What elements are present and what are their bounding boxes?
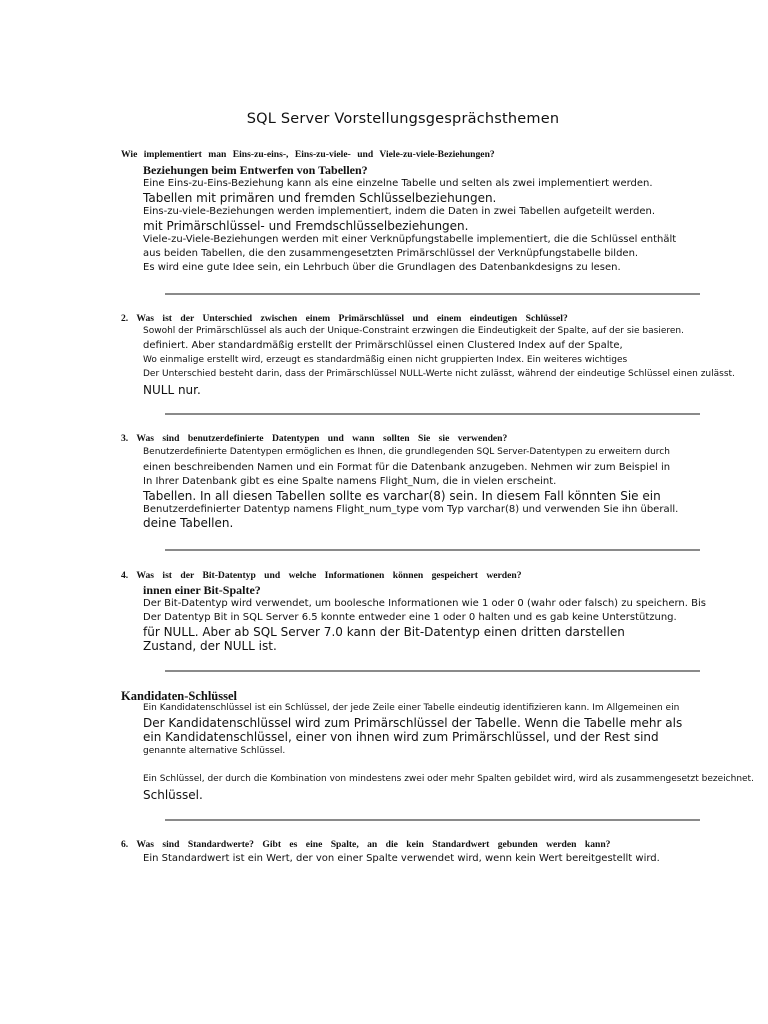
answer-line: aus beiden Tabellen, die den zusammengesetzten Primärschlüssel der Verknüpfungstabelle bilden. <box>143 248 639 259</box>
answer-line: Wo einmalige erstellt wird, erzeugt es standardmäßig einen nicht gruppierten Index. Ein weiteres wichtiges <box>143 355 628 365</box>
answer-line: Zustand, der NULL ist. <box>143 639 277 653</box>
section-divider <box>165 549 700 551</box>
answer-line: Ein Kandidatenschlüssel ist ein Schlüssel, der jede Zeile einer Tabelle eindeutig identifizieren kann. Im Allgemeinen ein <box>143 703 680 713</box>
answer-line: Der Bit-Datentyp wird verwendet, um boolesche Informationen wie 1 oder 0 (wahr oder falsch) zu speichern. Bis <box>143 598 706 609</box>
question-4: 4. Was ist der Bit-Datentyp und welche Informationen können gespeichert werden? <box>121 570 522 581</box>
answer-line: deine Tabellen. <box>143 516 234 530</box>
section-divider <box>165 293 700 295</box>
answer-line: Ein Standardwert ist ein Wert, der von einer Spalte verwendet wird, wenn kein Wert bereitgestellt wird. <box>143 853 660 864</box>
section-divider <box>165 670 700 672</box>
question-3: 3. Was sind benutzerdefinierte Datentypen und wann sollten Sie sie verwenden? <box>121 433 508 444</box>
heading-candidate-key: Kandidaten-Schlüssel <box>121 689 238 703</box>
answer-line: einen beschreibenden Namen und ein Format für die Datenbank anzugeben. Nehmen wir zum Beispiel in <box>143 462 671 473</box>
question-1-subheading: Beziehungen beim Entwerfen von Tabellen? <box>143 163 368 177</box>
answer-line: Der Datentyp Bit in SQL Server 6.5 konnte entweder eine 1 oder 0 halten und es gab keine Unterstützung. <box>143 612 677 623</box>
section-divider <box>165 413 700 415</box>
answer-line: Ein Schlüssel, der durch die Kombination von mindestens zwei oder mehr Spalten gebildet wird, wird als zusammengesetzt bezeichnet. <box>143 774 754 784</box>
answer-line: ein Kandidatenschlüssel, einer von ihnen wird zum Primärschlüssel, und der Rest sind <box>143 730 659 744</box>
answer-line: definiert. Aber standardmäßig erstellt der Primärschlüssel einen Clustered Index auf der Spalte, <box>143 340 623 351</box>
answer-line: für NULL. Aber ab SQL Server 7.0 kann der Bit-Datentyp einen dritten darstellen <box>143 625 625 639</box>
answer-line: Eine Eins-zu-Eins-Beziehung kann als eine einzelne Tabelle und selten als zwei implementiert werden. <box>143 178 653 189</box>
question-1: Wie implementiert man Eins-zu-eins-, Eins-zu-viele- und Viele-zu-viele-Beziehungen? <box>121 149 495 160</box>
section-divider <box>165 819 700 821</box>
answer-line: Es wird eine gute Idee sein, ein Lehrbuch über die Grundlagen des Datenbankdesigns zu lesen. <box>143 262 621 273</box>
answer-line: Tabellen. In all diesen Tabellen sollte es varchar(8) sein. In diesem Fall könnten Sie ein <box>143 489 661 503</box>
answer-line: NULL nur. <box>143 383 201 397</box>
answer-line: Sowohl der Primärschlüssel als auch der Unique-Constraint erzwingen die Eindeutigkeit der Spalte, auf der sie basieren. <box>143 326 684 336</box>
answer-line: Der Kandidatenschlüssel wird zum Primärschlüssel der Tabelle. Wenn die Tabelle mehr als <box>143 716 683 730</box>
answer-line: mit Primärschlüssel- und Fremdschlüsselbeziehungen. <box>143 219 469 233</box>
question-2: 2. Was ist der Unterschied zwischen einem Primärschlüssel und einem eindeutigen Schlüssel? <box>121 313 568 324</box>
answer-line: Der Unterschied besteht darin, dass der Primärschlüssel NULL-Werte nicht zulässt, während der eindeutige Schlüssel einen zulässt. <box>143 369 735 379</box>
answer-line: Eins-zu-viele-Beziehungen werden implementiert, indem die Daten in zwei Tabellen aufgeteilt werden. <box>143 206 656 217</box>
answer-line: Benutzerdefinierte Datentypen ermöglichen es Ihnen, die grundlegenden SQL Server-Datentypen zu erweitern durch <box>143 447 670 457</box>
question-4-subheading: innen einer Bit-Spalte? <box>143 583 261 597</box>
answer-line: genannte alternative Schlüssel. <box>143 746 286 756</box>
answer-line: Tabellen mit primären und fremden Schlüsselbeziehungen. <box>143 191 497 205</box>
question-6: 6. Was sind Standardwerte? Gibt es eine Spalte, an die kein Standardwert gebunden werden kann? <box>121 839 611 850</box>
answer-line: Viele-zu-Viele-Beziehungen werden mit einer Verknüpfungstabelle implementiert, die die Schlüssel enthält <box>143 234 677 245</box>
page-title: SQL Server Vorstellungsgesprächsthemen <box>246 111 560 127</box>
answer-line: Benutzerdefinierter Datentyp namens Flight_num_type vom Typ varchar(8) und verwenden Sie ihn überall. <box>143 504 679 515</box>
answer-line: Schlüssel. <box>143 788 203 802</box>
answer-line: In Ihrer Datenbank gibt es eine Spalte namens Flight_Num, die in vielen erscheint. <box>143 476 557 487</box>
